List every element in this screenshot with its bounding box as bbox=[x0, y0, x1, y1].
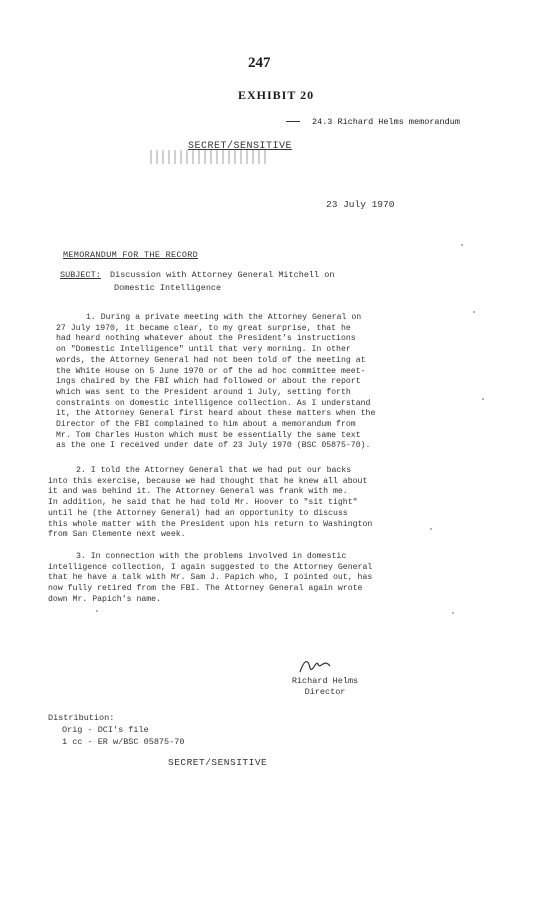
subject-block bbox=[60, 269, 334, 295]
para3-line: intelligence collection, I again suggested to the Attorney General bbox=[48, 562, 373, 572]
para1-line: as the one I received under date of 23 July 1970 (BSC 05875-70). bbox=[56, 441, 371, 451]
stamp-smudge bbox=[150, 150, 270, 164]
para1-line: ings chaired by the FBI which had followed or about the report bbox=[56, 377, 361, 387]
para2-line: this whole matter with the President upon his return to Washington bbox=[48, 519, 373, 529]
scan-speck bbox=[461, 244, 463, 246]
paragraph-1 bbox=[56, 313, 375, 452]
memo-date: 23 July 1970 bbox=[326, 199, 395, 210]
reference-line bbox=[286, 117, 460, 127]
subject-line-1 bbox=[60, 269, 334, 282]
paragraph-3 bbox=[48, 552, 372, 606]
classification-bottom: SECRET/SENSITIVE bbox=[168, 757, 268, 768]
subject-text-1: Discussion with Attorney General Mitchell on bbox=[110, 270, 335, 280]
para1-line: the White House on 5 June 1970 or of the ad hoc committee meet- bbox=[56, 366, 366, 376]
distribution-line: Orig - DCI's file bbox=[62, 725, 149, 735]
para3-line: now fully retired from the FBI. The Attorney General again wrote bbox=[48, 584, 363, 594]
para2-line: In addition, he said that he had told Mr. Hoover to "sit tight" bbox=[48, 498, 358, 508]
scan-speck bbox=[430, 528, 432, 530]
para3-line: 3. In connection with the problems involved in domestic bbox=[76, 552, 347, 561]
para3-line: that he have a talk with Mr. Sam J. Papich who, I pointed out, has bbox=[48, 573, 373, 583]
para1-line: had heard nothing whatever about the President's instructions bbox=[56, 334, 356, 344]
scan-speck bbox=[473, 311, 475, 313]
distribution-block bbox=[48, 712, 184, 748]
para1-line: constraints on domestic intelligence collection. As I understand bbox=[56, 398, 371, 408]
para3-line: down Mr. Papich's name. bbox=[48, 594, 162, 604]
scan-speck bbox=[96, 610, 98, 612]
signature-name: Richard Helms bbox=[291, 676, 359, 686]
distribution-heading: Distribution: bbox=[48, 713, 115, 723]
subject-label: SUBJECT: bbox=[60, 270, 101, 280]
signature-title: Director bbox=[304, 687, 346, 697]
para2-line: from San Clemente next week. bbox=[48, 530, 186, 540]
classification-top: SECRET/SENSITIVE bbox=[188, 141, 293, 152]
distribution-line: 1 cc - ER w/BSC 05875-70 bbox=[62, 737, 185, 747]
para2-line: it and was behind it. The Attorney General was frank with me. bbox=[48, 487, 348, 497]
para1-line: Mr. Tom Charles Huston which must be essentially the same text bbox=[56, 430, 361, 440]
scan-speck bbox=[482, 398, 484, 400]
page-number: 247 bbox=[248, 55, 271, 71]
scan-speck bbox=[452, 612, 454, 614]
para1-line: 1. During a private meeting with the Attorney General on bbox=[86, 313, 362, 322]
para2-line: into this exercise, because we had thought that he knew all about bbox=[48, 476, 368, 486]
subject-text-2: Domestic Intelligence bbox=[114, 283, 222, 293]
para1-line: which was sent to the President around 1 July, setting forth bbox=[56, 387, 351, 397]
signature-block bbox=[280, 676, 370, 698]
handwritten-initials bbox=[296, 654, 336, 676]
para2-line: 2. I told the Attorney General that we had put our backs bbox=[76, 466, 352, 475]
exhibit-label: EXHIBIT 20 bbox=[238, 88, 315, 102]
para2-line: until he (the Attorney General) had an opportunity to discuss bbox=[48, 508, 348, 518]
para1-line: it, the Attorney General first heard about these matters when the bbox=[56, 409, 376, 419]
paragraph-2 bbox=[48, 466, 372, 541]
para1-line: words, the Attorney General had not been told of the meeting at bbox=[56, 355, 366, 365]
memo-heading: MEMORANDUM FOR THE RECORD bbox=[63, 250, 199, 260]
para1-line: on "Domestic Intelligence" until that very morning. In other bbox=[56, 345, 351, 355]
reference-text: 24.3 Richard Helms memorandum bbox=[312, 117, 460, 127]
para1-line: Director of the FBI complained to him about a memorandum from bbox=[56, 420, 356, 430]
reference-dash bbox=[286, 121, 300, 122]
para1-line: 27 July 1970, it became clear, to my great surprise, that he bbox=[56, 323, 351, 333]
